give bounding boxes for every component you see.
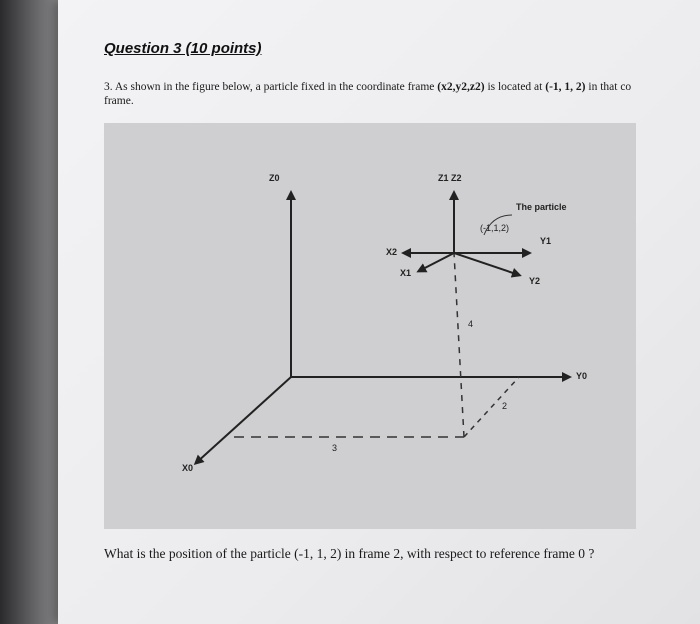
- x0-axis: [196, 377, 291, 463]
- frame-label: (x2,y2,z2): [437, 81, 485, 93]
- question-prompt: What is the position of the particle (-1, 1, 2) in frame 2, with respect to reference frame 0 ?: [104, 546, 595, 561]
- dimension-4-label: 4: [468, 319, 474, 329]
- question-text: [104, 80, 700, 108]
- question-line-2: frame.: [104, 95, 134, 107]
- x1-label: X1: [400, 268, 412, 278]
- particle-label: The particle: [516, 202, 567, 212]
- x0-label: X0: [182, 463, 194, 473]
- z0-label: Z0: [269, 173, 280, 183]
- particle-coords: (-1, 1, 2): [545, 81, 586, 93]
- y2-axis: [454, 253, 519, 275]
- question-line-1: 3. As shown in the figure below, a particle fixed in the coordinate frame (x2,y2,z2) is located at (-1, 1, 2) in that co: [104, 81, 632, 93]
- y1-label: Y1: [540, 236, 552, 246]
- dashed-z-line: [454, 253, 464, 437]
- x1-axis: [419, 253, 454, 271]
- z1z2-label: Z1 Z2: [438, 173, 462, 183]
- question-title: Question 3 (10 points): [104, 40, 262, 57]
- dimension-3-label: 3: [332, 443, 338, 453]
- y0-label: Y0: [576, 371, 588, 381]
- y2-label: Y2: [529, 276, 541, 286]
- dimension-2-label: 2: [502, 401, 508, 411]
- coordinate-frame-figure: [104, 123, 636, 529]
- particle-coords-label: (-1,1,2): [480, 223, 510, 233]
- x2-label: X2: [386, 247, 398, 257]
- dashed-y-line: [464, 377, 519, 437]
